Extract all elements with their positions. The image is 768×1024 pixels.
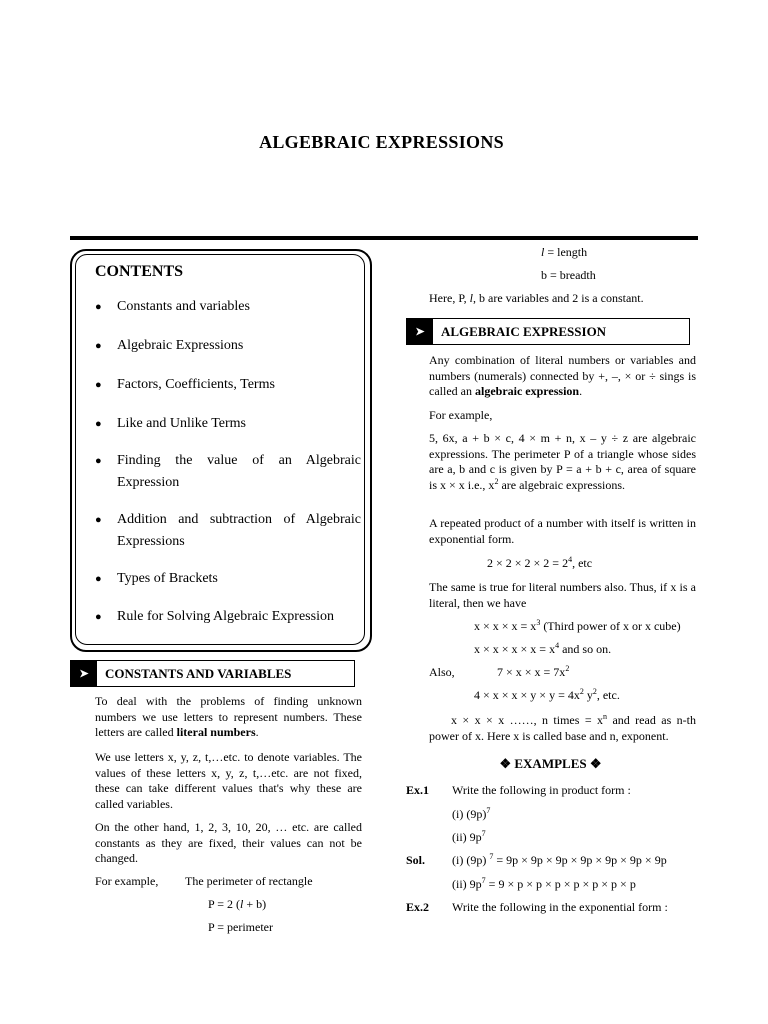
equation-powers-of-two: $2 \times 2 \times 2 \times 2 = 2^4$, etc [487,555,593,570]
algebraic-section-header [406,318,690,345]
example-1-part-ii: (ii) $9p^7$ [452,829,486,844]
constants-paragraph-3: On the other hand, 1, 2, 3, 10, 20, … etc. are called constants as they are fixed, their values can not be changed. [95,820,362,865]
solution-label: Sol. [406,853,426,867]
variables-note: Here, P, l, b are variables and 2 is a constant. [429,291,644,305]
length-definition: l = length [541,245,588,259]
contents-item: ● Addition and subtraction of Algebraic Expressions [95,509,361,553]
arrow-icon: ➤ [71,661,97,686]
arrow-icon: ➤ [407,319,433,344]
equation-4x2y2: $4 \times x \times x \times y \times y = 4x^2$ $y^2$, etc. [474,687,620,702]
example-1-part-i: (i) $(9p)^7$ [452,806,491,821]
constants-paragraph-2: We use letters x, y, z, t,…etc. to denote variables. The values of these letters x, y, z, t,…etc. are not fixed, these can take different values that's why these are called variables. [95,750,362,811]
algebraic-paragraph-3: A repeated product of a number with itself is written in exponential form. [429,516,696,546]
contents-item: ● Like and Unlike Terms [95,413,361,435]
algebraic-paragraph-1: Any combination of literal numbers or variables and numbers (numerals) connected by +, –, × or ÷ sings is called an algebraic expression. [429,353,696,398]
title-divider [70,236,698,240]
perimeter-formula: P = 2 (l + b) [208,897,267,911]
constants-heading: CONSTANTS AND VARIABLES [105,665,292,681]
algebraic-paragraph-4: The same is true for literal numbers also. Thus, if x is a literal, then we have [429,580,696,610]
example-2-label: Ex.2 [406,900,430,914]
contents-item: ● Rule for Solving Algebraic Expression [95,606,361,628]
equation-x-fourth: $x \times x \times x \times x = x^4$ and so on. [474,641,612,656]
also-label: Also, [429,665,455,679]
algebraic-heading: ALGEBRAIC EXPRESSION [441,323,607,339]
constants-paragraph-1: To deal with the problems of finding unknown numbers we use letters to represent numbers. These letters are called literal numbers. [95,694,362,739]
equation-x-cube: $x \times x \times x = x^3$ (Third power of x or x cube) [474,618,681,633]
contents-list [95,296,361,628]
for-example-label: For example, [95,874,159,888]
solution-part-i: (i) (9p) $^7$ = 9p × 9p × 9p × 9p × 9p × 9p × 9p [452,852,667,867]
contents-item: ● Finding the value of an Algebraic Expression [95,450,361,494]
contents-item: ● Algebraic Expressions [95,335,361,357]
constants-section-header [70,660,355,687]
examples-heading: ❖ EXAMPLES ❖ [499,756,602,771]
example-1-text: Write the following in product form : [452,783,631,797]
equation-7x-squared: $7 \times x \times x = 7x^2$ [497,664,570,679]
perimeter-definition: P = perimeter [208,920,273,934]
example-1-label: Ex.1 [406,783,430,797]
nth-power-paragraph: x × x × x ……, n times = $x^n$ and read as n-th power of x. Here x is called base and n, exponent. [429,712,696,743]
algebraic-paragraph-2: 5, 6x, a + b × c, 4 × m + n, x – y ÷ z are algebraic expressions. The perimeter P of a triangle whose sides are a, b and c is given by P = a + b + c, area of square is x × x i.e., $x^2$ are algebraic expressions. [429,431,696,492]
breadth-definition: b = breadth [541,268,596,282]
contents-item: ● Types of Brackets [95,568,361,590]
example-2-text: Write the following in the exponential form : [452,900,668,914]
for-example-label-2: For example, [429,408,493,422]
page-title: ALGEBRAIC EXPRESSIONS [259,132,504,152]
perimeter-text: The perimeter of rectangle [185,874,313,888]
contents-item: ● Factors, Coefficients, Terms [95,374,361,396]
contents-item: ● Constants and variables [95,296,361,318]
solution-part-ii: (ii) $9p^7 = 9 \times p \times p \times p \times p \times p \times p \times p$ [452,876,636,891]
contents-heading: CONTENTS [95,263,184,280]
